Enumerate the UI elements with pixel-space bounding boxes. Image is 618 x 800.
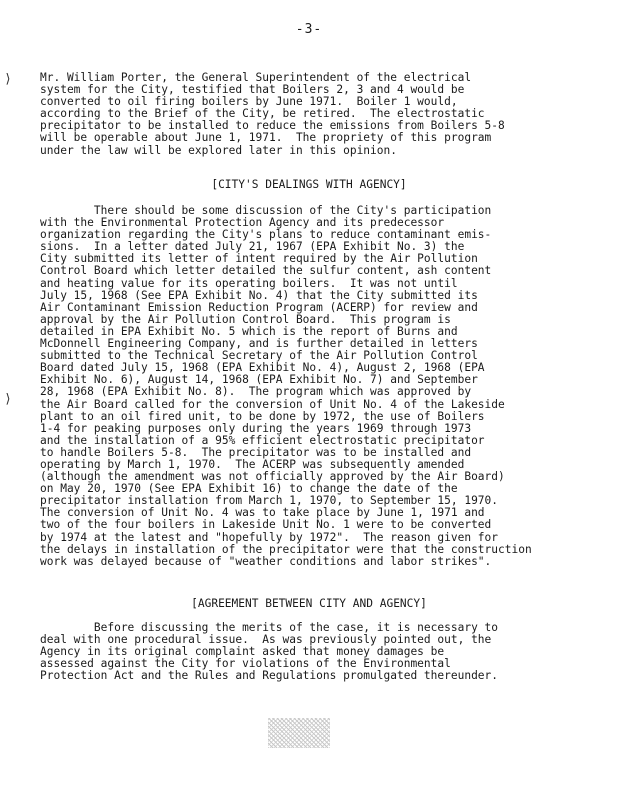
text-line: detailed in EPA Exhibit No. 5 which is the report of Burns and [40, 324, 458, 338]
paragraph-1 [40, 72, 560, 157]
text-line: Protection Act and the Rules and Regulations promulgated thereunder. [40, 669, 499, 683]
text-line: There should be some discussion of the City's participation [40, 204, 492, 217]
text-line: assessed against the City for violations of the Environmental [40, 657, 451, 671]
page-number: -3- [295, 22, 323, 37]
text-line: and heating value for its operating boilers. It was not until [40, 276, 458, 290]
text-line: plant to an oil fired unit, to be done by 1972, the use of Boilers [40, 409, 485, 423]
paragraph-2 [40, 205, 560, 568]
text-line: precipitator installation from March 1, 1970, to September 15, 1970. [40, 494, 499, 508]
text-line: City submitted its letter of intent required by the Air Pollution [40, 252, 478, 266]
text-line: converted to oil firing boilers by June 1971. Boiler 1 would, [40, 95, 458, 109]
text-line: 28, 1968 (EPA Exhibit No. 8). The program which was approved by [40, 385, 472, 399]
text-line: work was delayed because of "weather conditions and labor strikes". [40, 554, 492, 568]
margin-mark: ⟩ [4, 392, 12, 407]
text-line: by 1974 at the latest and "hopefully by 1972". The reason given for [40, 530, 499, 544]
text-line: Before discussing the merits of the case, it is necessary to [40, 621, 499, 634]
text-line: according to the Brief of the City, be retired. The electrostatic [40, 107, 485, 121]
section-heading: [CITY'S DEALINGS WITH AGENCY] [211, 178, 407, 191]
text-line: (although the amendment was not officially approved by the Air Board) [40, 470, 505, 484]
text-line: the Air Board called for the conversion of Unit No. 4 of the Lakeside [40, 397, 505, 411]
text-line: Air Contaminant Emission Reduction Program (ACERP) for review and [40, 300, 478, 314]
text-line: Agency in its original complaint asked that money damages be [40, 645, 445, 659]
text-line: The conversion of Unit No. 4 was to take place by June 1, 1971 and [40, 506, 485, 520]
text-line: Exhibit No. 6), August 14, 1968 (EPA Exhibit No. 7) and September [40, 373, 478, 387]
text-line: Mr. William Porter, the General Superintendent of the electrical [40, 71, 472, 84]
text-line: approval by the Air Pollution Control Board. This program is [40, 312, 451, 326]
text-line: system for the City, testified that Boilers 2, 3 and 4 would be [40, 83, 465, 97]
text-line: to handle Boilers 5-8. The precipitator was to be installed and [40, 445, 472, 459]
text-line: organization regarding the City's plans to reduce contaminant emis- [40, 228, 492, 242]
text-line: July 15, 1968 (See EPA Exhibit No. 4) that the City submitted its [40, 288, 478, 302]
paragraph-3 [40, 622, 560, 682]
text-line: submitted to the Technical Secretary of the Air Pollution Control [40, 349, 478, 363]
text-line: and the installation of a 95% efficient electrostatic precipitator [40, 433, 485, 447]
text-line: two of the four boilers in Lakeside Unit No. 1 were to be converted [40, 518, 492, 532]
text-line: McDonnell Engineering Company, and is further detailed in letters [40, 337, 478, 351]
text-line: the delays in installation of the precipitator were that the construction [40, 542, 532, 556]
text-line: with the Environmental Protection Agency and its predecessor [40, 216, 445, 230]
text-line: deal with one procedural issue. As was previously pointed out, the [40, 633, 492, 647]
text-line: Board dated July 15, 1968 (EPA Exhibit No. 4), August 2, 1968 (EPA [40, 361, 485, 375]
margin-mark: ⟩ [4, 72, 12, 87]
text-line: on May 20, 1970 (See EPA Exhibit 16) to change the date of the [40, 482, 458, 496]
text-line: 1-4 for peaking purposes only during the years 1969 through 1973 [40, 421, 472, 435]
text-line: Control Board which letter detailed the sulfur content, ash content [40, 264, 492, 278]
text-line: precipitator to be installed to reduce the emissions from Boilers 5-8 [40, 119, 505, 133]
text-line: will be operable about June 1, 1971. The propriety of this program [40, 131, 492, 145]
archive-stamp [268, 718, 330, 748]
section-heading: [AGREEMENT BETWEEN CITY AND AGENCY] [191, 597, 427, 610]
text-line: sions. In a letter dated July 21, 1967 (EPA Exhibit No. 3) the [40, 240, 465, 254]
text-line: operating by March 1, 1970. The ACERP was subsequently amended [40, 457, 465, 471]
text-line: under the law will be explored later in this opinion. [40, 143, 397, 157]
